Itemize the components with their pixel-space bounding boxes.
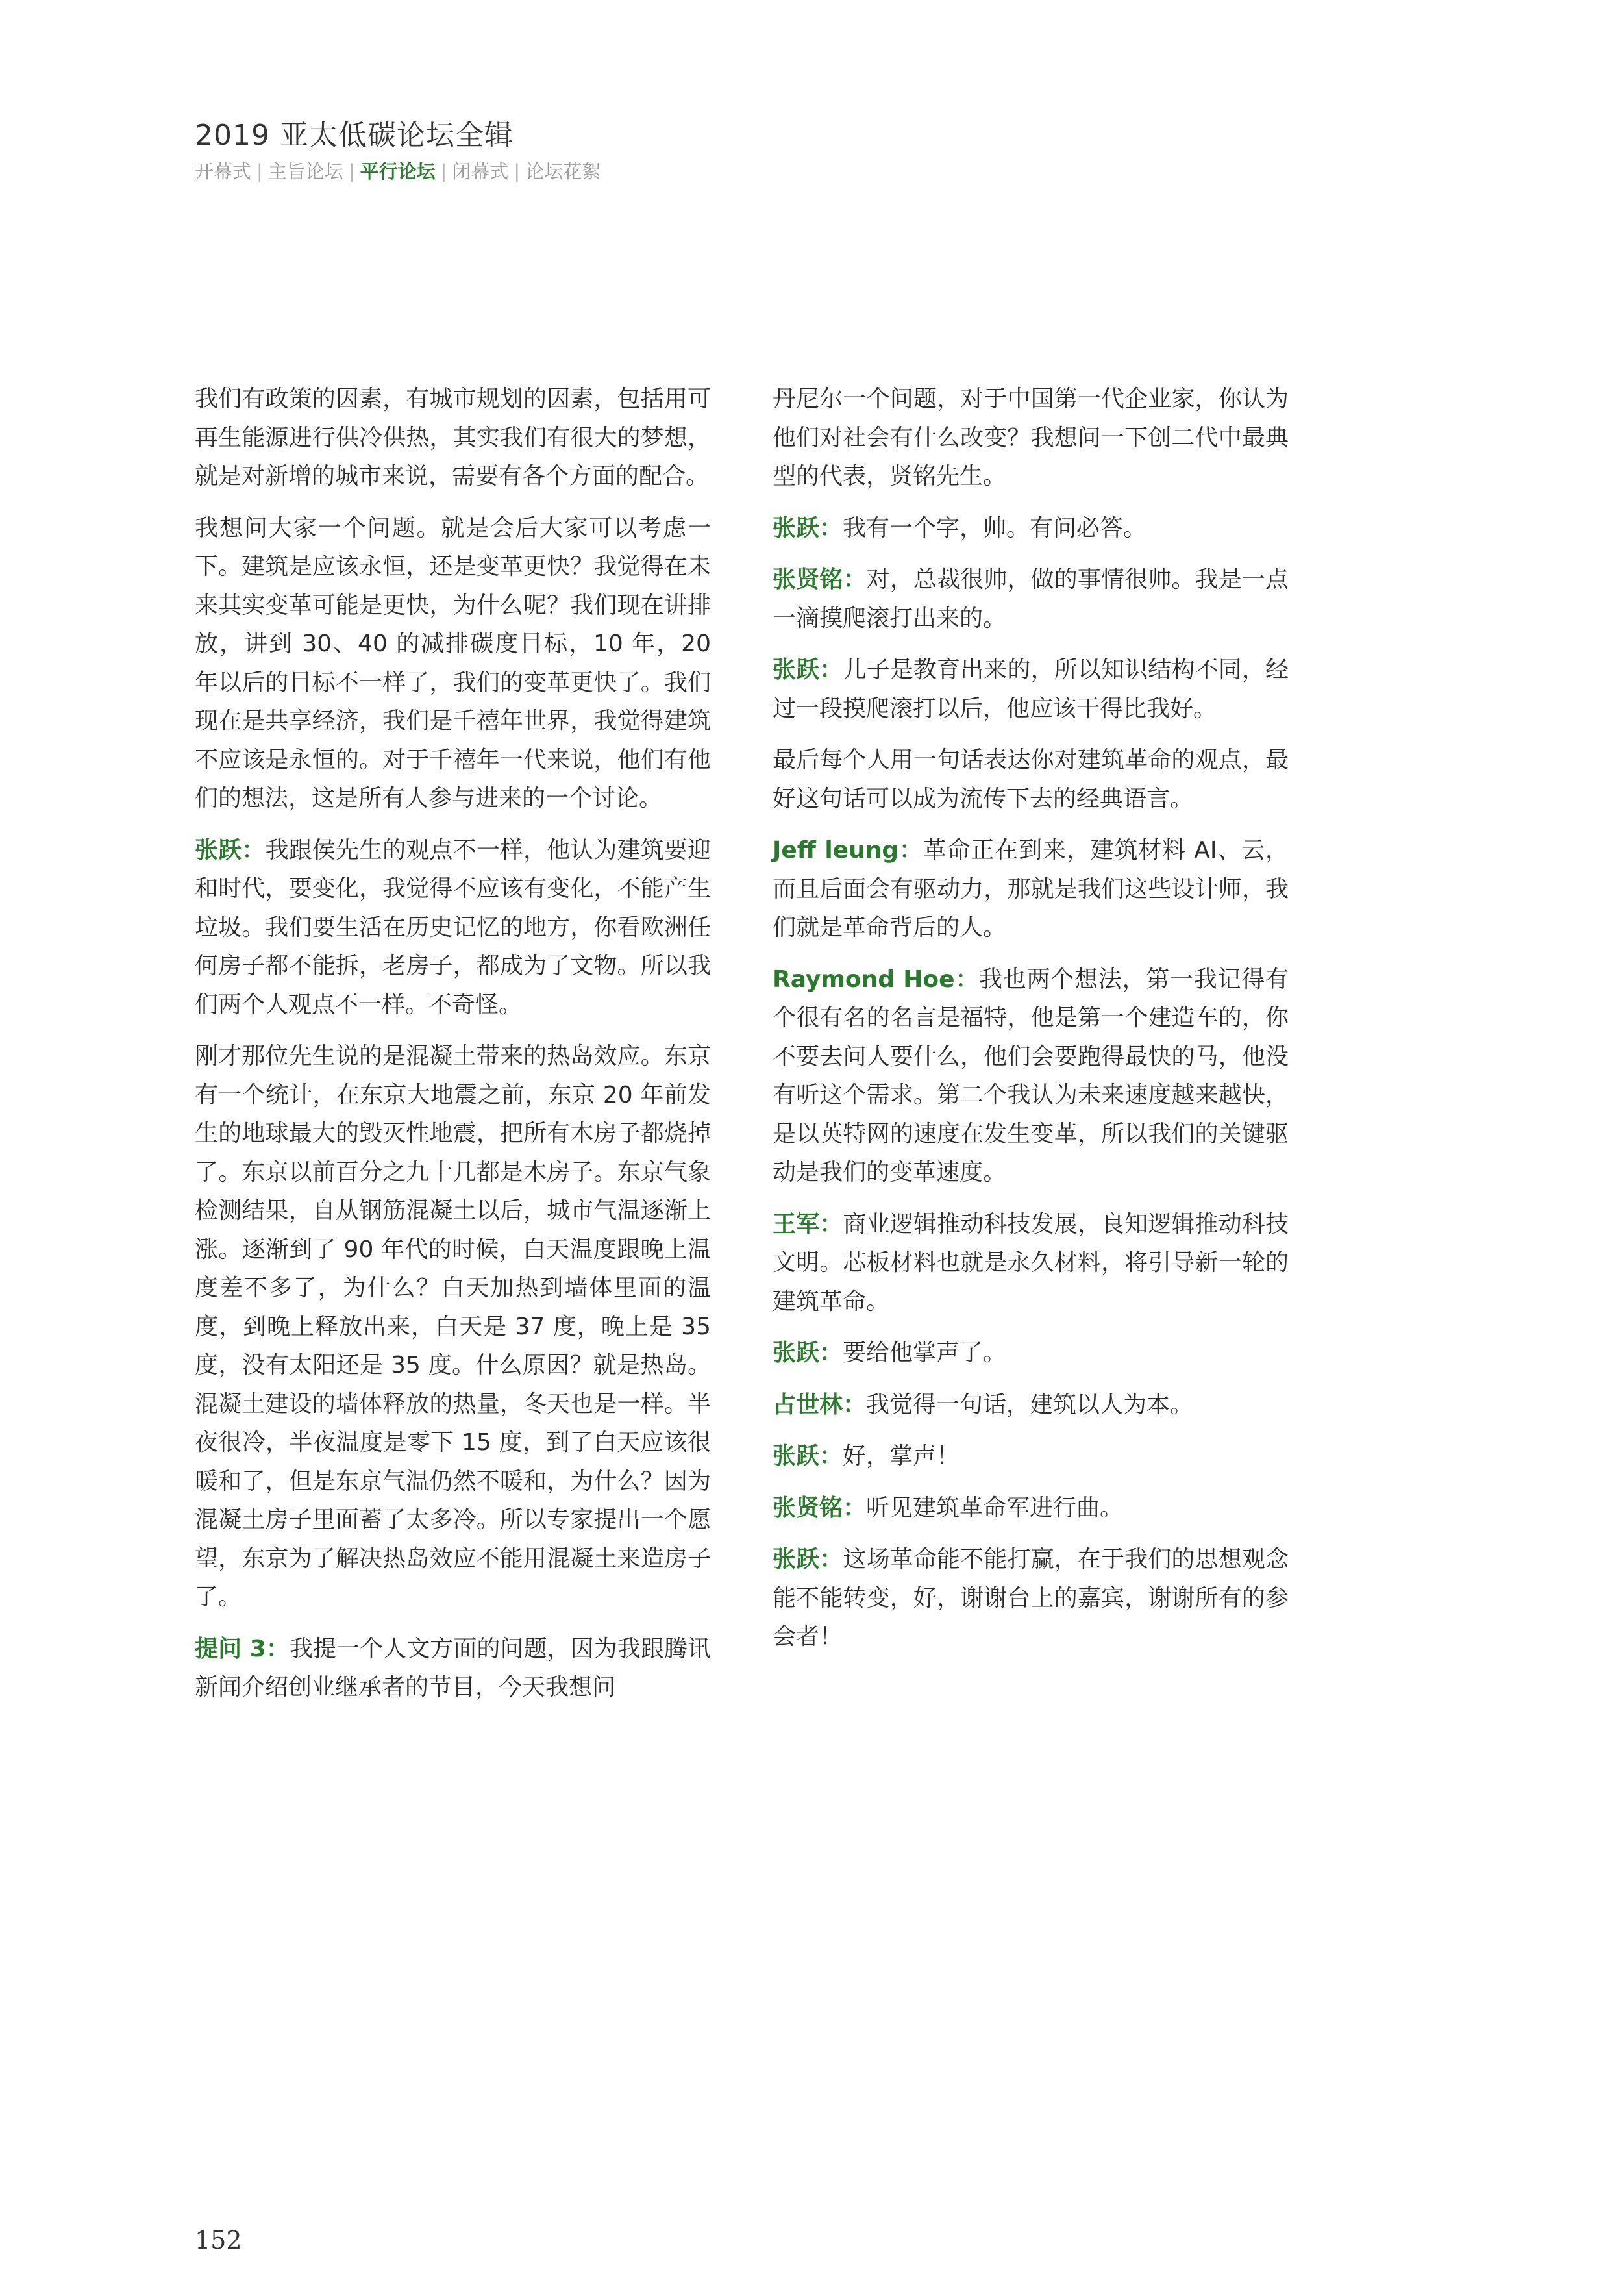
paragraph-text: 刚才那位先生说的是混凝土带来的热岛效应。东京有一个统计，在东京大地震之前，东京 20 年前发生的地球最大的毁灭性地震，把所有木房子都烧掉了。东京以前百分之九十几都是木房子。东京气象检测结果，自从钢筋混凝土以后，城市气温逐渐上涨。逐渐到了 90 年代的时候，白天温度跟晚上温度差不多了，为什么？白天加热到墙体里面的温度，到晚上释放出来，白天是 37 度，晚上是 35 度，没有太阳还是 35 度。什么原因？就是热岛。混凝土建设的墙体释放的热量，冬天也是一样。半夜很冷，半夜温度是零下 15 度，到了白天应该很暖和了，但是东京气温仍然不暖和，为什么？因为混凝土房子里面蓄了太多冷。所以专家提出一个愿望，东京为了解决热岛效应不能用混凝土来造房子了。 (195, 1043, 711, 1610)
paragraph (195, 1037, 711, 1617)
dialogue-text: 对，总裁很帅，做的事情很帅。我是一点一滴摸爬滚打出来的。 (773, 566, 1289, 632)
paragraph (773, 380, 1289, 496)
speaker-label: 张贤铭： (773, 566, 867, 593)
dialogue-paragraph (773, 960, 1289, 1192)
dialogue-paragraph (773, 831, 1289, 947)
nav-separator: | (256, 160, 263, 182)
dialogue-paragraph (195, 831, 711, 1025)
speaker-label: Raymond Hoe： (773, 966, 980, 993)
dialogue-paragraph (773, 1334, 1289, 1373)
speaker-label: 张跃： (195, 836, 266, 864)
page-header-title: 2019 亚太低碳论坛全辑 (195, 119, 514, 152)
right-text-column (773, 380, 1289, 1669)
dialogue-text: 这场革命能不能打赢，在于我们的思想观念能不能转变，好，谢谢台上的嘉宾，谢谢所有的参会者！ (773, 1546, 1289, 1650)
dialogue-paragraph (773, 1489, 1289, 1528)
dialogue-text: 我觉得一句话，建筑以人为本。 (866, 1391, 1194, 1418)
dialogue-text: 听见建筑革命军进行曲。 (866, 1494, 1124, 1521)
speaker-label: 张跃： (773, 656, 843, 683)
left-text-column (195, 380, 711, 1720)
speaker-label: 张跃： (773, 1340, 843, 1366)
nav-item-closing[interactable]: 闭幕式 (452, 160, 509, 182)
speaker-label: 王军： (773, 1210, 843, 1238)
nav-item-keynote-forum[interactable]: 主旨论坛 (267, 160, 343, 182)
nav-item-parallel-forum[interactable]: 平行论坛 (360, 160, 436, 182)
dialogue-text: 好，掌声！ (843, 1443, 960, 1469)
nav-separator: | (440, 160, 447, 182)
dialogue-text: 我跟侯先生的观点不一样，他认为建筑要迎和时代，要变化，我觉得不应该有变化，不能产生垃圾。我们要生活在历史记忆的地方，你看欧洲任何房子都不能拆，老房子，都成为了文物。所以我们两个人观点不一样。不奇怪。 (195, 836, 711, 1018)
dialogue-text: 要给他掌声了。 (843, 1340, 1007, 1366)
speaker-label: 张贤铭： (773, 1494, 867, 1521)
dialogue-paragraph (773, 560, 1289, 638)
paragraph (195, 509, 711, 818)
dialogue-paragraph (773, 509, 1289, 548)
dialogue-text: 我有一个字，帅。有问必答。 (843, 514, 1147, 542)
dialogue-paragraph (773, 651, 1289, 728)
dialogue-paragraph (773, 1540, 1289, 1656)
dialogue-text: 商业逻辑推动科技发展，良知逻辑推动科技文明。芯板材料也就是永久材料，将引导新一轮的建筑革命。 (773, 1210, 1289, 1315)
nav-item-opening[interactable]: 开幕式 (195, 160, 252, 182)
speaker-label: 提问 3： (195, 1635, 290, 1662)
dialogue-text: 我也两个想法，第一我记得有个很有名的名言是福特，他是第一个建造车的，你不要去问人要什么，他们会要跑得最快的马，他没有听这个需求。第二个我认为未来速度越来越快，是以英特网的速度在发生变革，所以我们的关键驱动是我们的变革速度。 (773, 966, 1289, 1186)
nav-separator: | (348, 160, 355, 182)
paragraph (195, 380, 711, 496)
paragraph-text: 丹尼尔一个问题，对于中国第一代企业家，你认为他们对社会有什么改变？我想问一下创二代中最典型的代表，贤铭先生。 (773, 386, 1289, 490)
paragraph-text: 我们有政策的因素，有城市规划的因素，包括用可再生能源进行供冷供热，其实我们有很大的梦想，就是对新增的城市来说，需要有各个方面的配合。 (195, 386, 711, 490)
speaker-label: 占世林： (773, 1391, 867, 1418)
paragraph-text: 我想问大家一个问题。就是会后大家可以考虑一下。建筑是应该永恒，还是变革更快？我觉得在未来其实变革可能是更快，为什么呢？我们现在讲排放，讲到 30、40 的减排碳度目标，10 年，20 年以后的目标不一样了，我们的变革更快了。我们现在是共享经济，我们是千禧年世界，我觉得建筑不应该是永恒的。对于千禧年一代来说，他们有他们的想法，这是所有人参与进来的一个讨论。 (195, 514, 711, 812)
nav-item-highlights[interactable]: 论坛花絮 (525, 160, 601, 182)
speaker-label: 张跃： (773, 514, 843, 542)
speaker-label: 张跃： (773, 1546, 843, 1573)
section-breadcrumb (195, 157, 601, 184)
dialogue-text: 革命正在到来，建筑材料 AI、云，而且后面会有驱动力，那就是我们这些设计师，我们就是革命背后的人。 (773, 837, 1289, 941)
dialogue-paragraph (195, 1630, 711, 1707)
speaker-label: 张跃： (773, 1443, 843, 1469)
nav-separator: | (514, 160, 521, 182)
paragraph-text: 最后每个人用一句话表达你对建筑革命的观点，最好这句话可以成为流传下去的经典语言。 (773, 747, 1289, 812)
speaker-label: Jeff leung： (773, 837, 923, 864)
dialogue-paragraph (773, 1386, 1289, 1425)
page-number: 152 (195, 2226, 242, 2254)
paragraph (773, 741, 1289, 818)
dialogue-text: 我提一个人文方面的问题，因为我跟腾讯新闻介绍创业继承者的节目，今天我想问 (195, 1635, 711, 1701)
dialogue-paragraph (773, 1437, 1289, 1476)
dialogue-text: 儿子是教育出来的，所以知识结构不同，经过一段摸爬滚打以后，他应该干得比我好。 (773, 656, 1289, 722)
dialogue-paragraph (773, 1205, 1289, 1321)
